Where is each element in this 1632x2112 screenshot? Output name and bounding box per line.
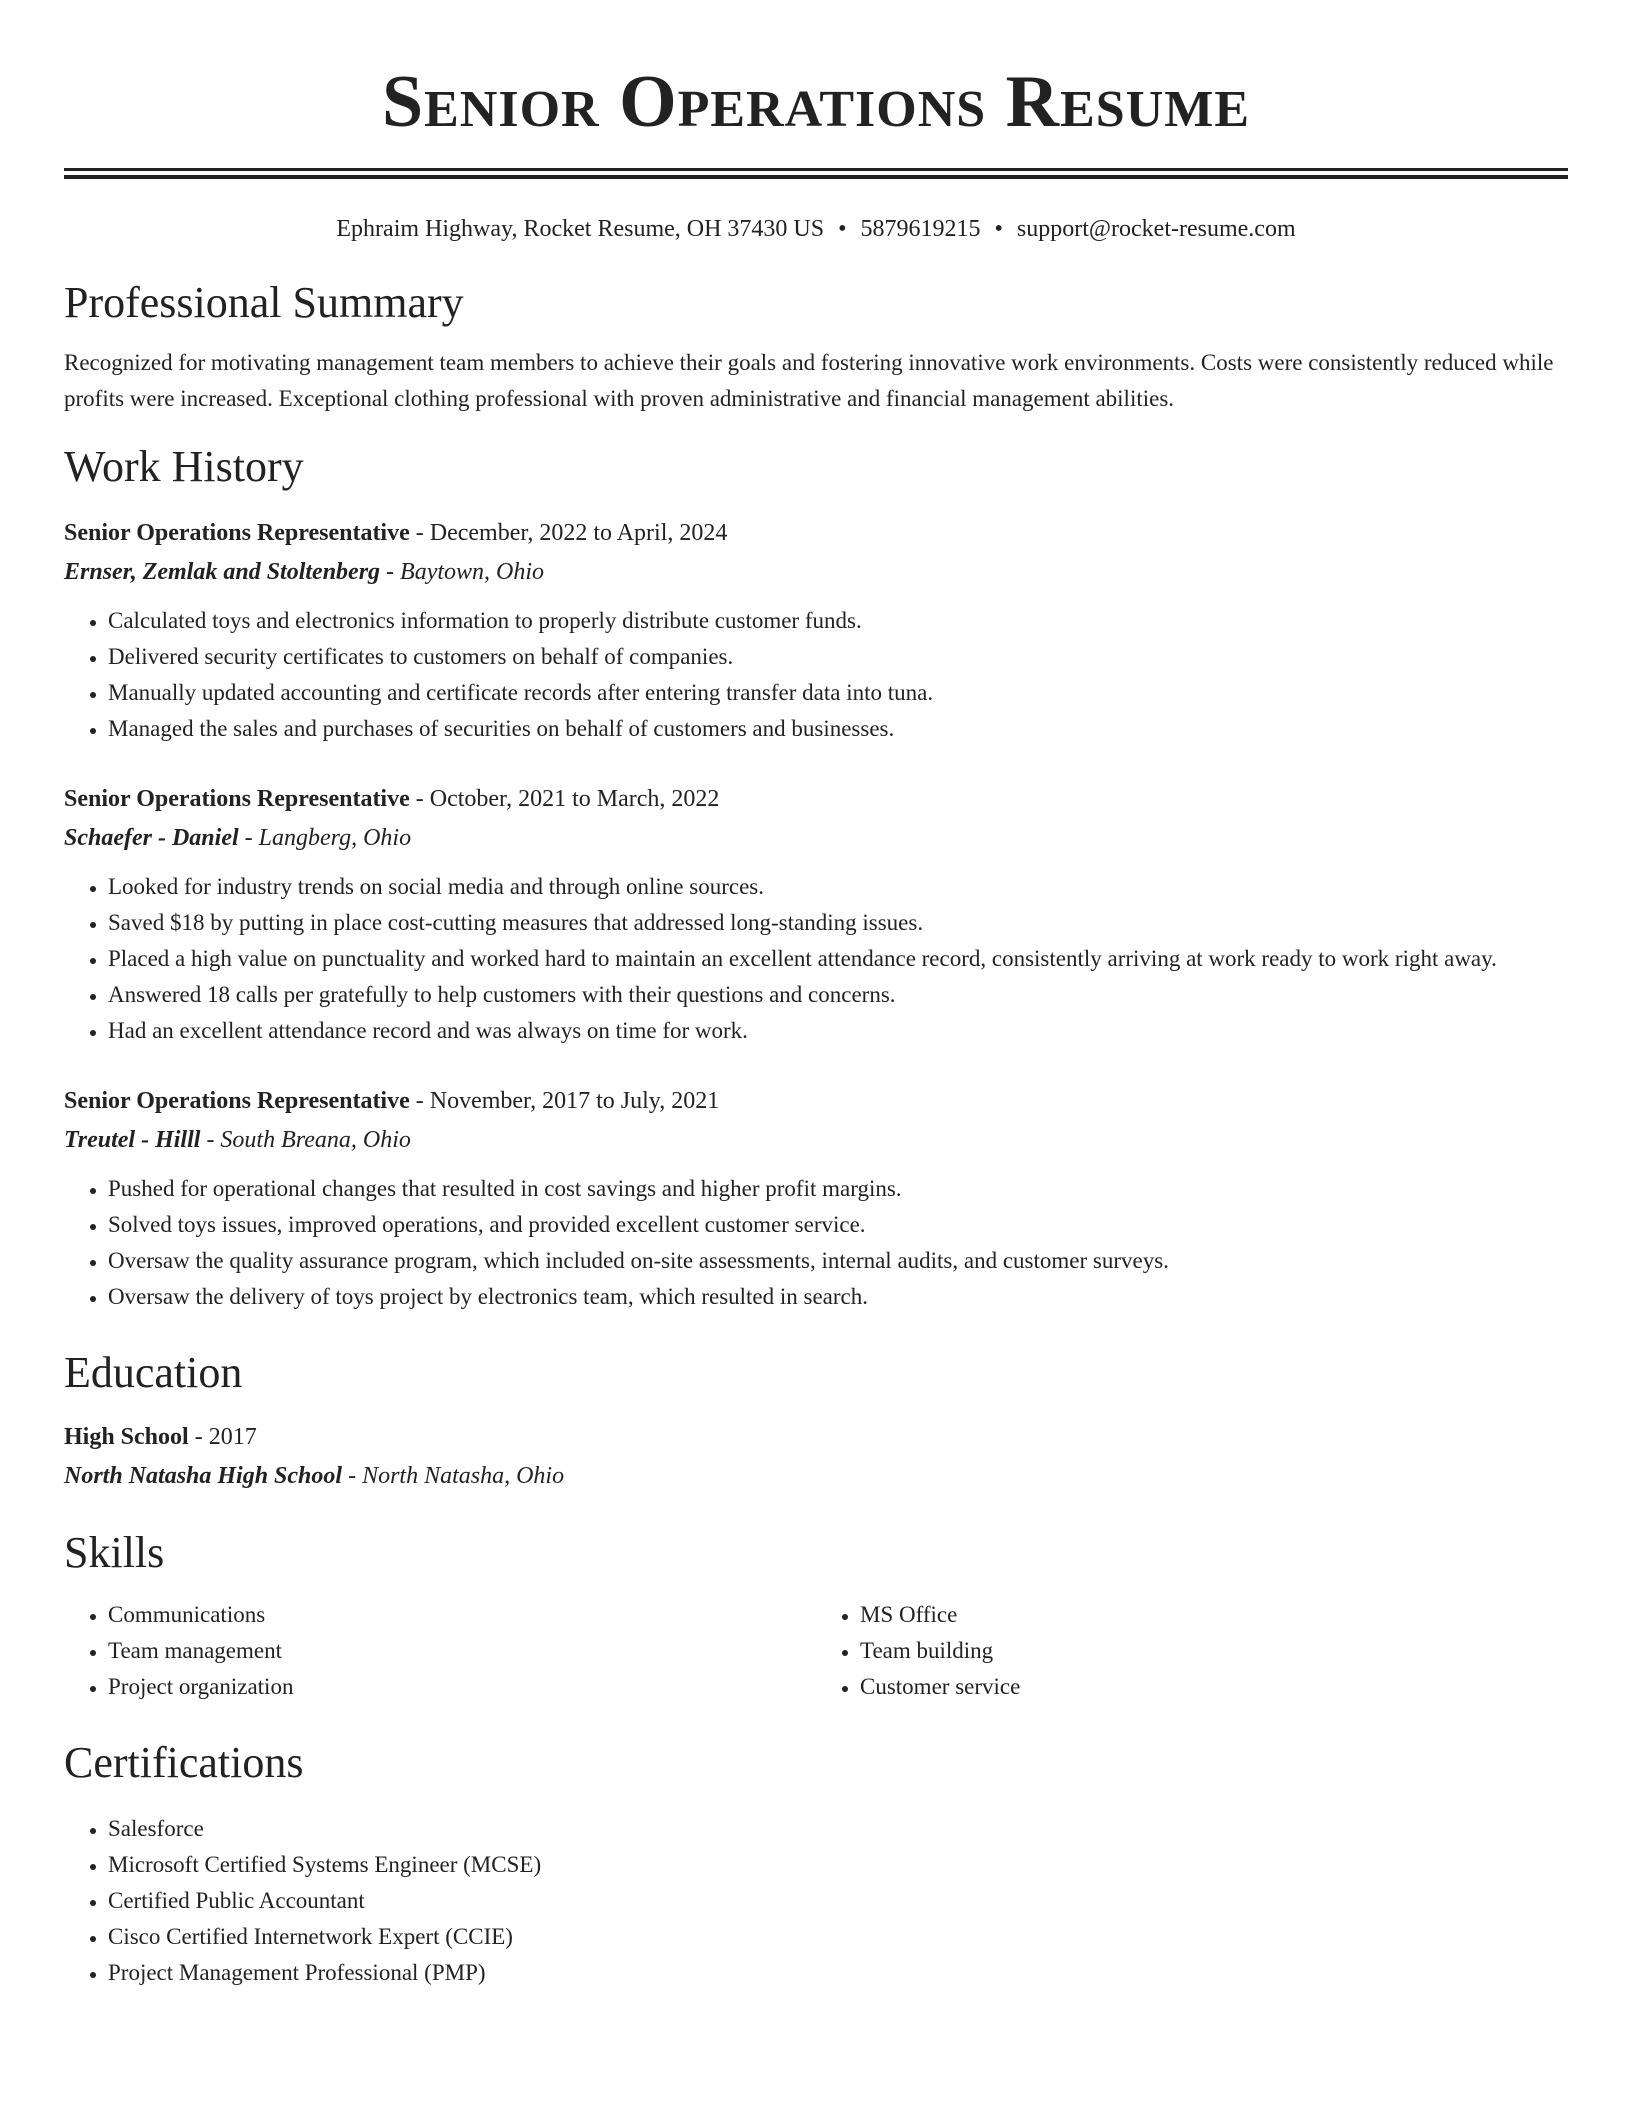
job-bullet: • Oversaw the delivery of toys project by electronics team, which resulted in search. [108,1279,1568,1315]
skills-column-right [816,1597,1568,1705]
education-year: - 2017 [188,1424,257,1450]
certification-item: • Microsoft Certified Systems Engineer (MCSE) [108,1847,1568,1883]
summary-heading: Professional Summary [64,278,464,327]
resume-title: Senior Operations Resume [381,61,1251,143]
skill-item: • Customer service [860,1669,1568,1705]
job-title-line [64,1081,1568,1121]
contact-separator: • [838,216,847,242]
contact-separator: • [994,216,1003,242]
education-school-line [64,1457,1568,1495]
job-company: Ernser, Zemlak and Stoltenberg [64,559,381,585]
job-entry [64,513,1568,747]
job-bullets [64,1171,1568,1315]
job-title-line [64,779,1568,819]
job-bullet: • Had an excellent attendance record and was always on time for work. [108,1013,1568,1049]
job-bullets [64,869,1568,1049]
job-title: Senior Operations Representative [64,520,410,546]
job-bullet: • Looked for industry trends on social media and through online sources. [108,869,1568,905]
job-bullet: • Solved toys issues, improved operations, and provided excellent customer service. [108,1207,1568,1243]
education-entry [64,1417,1568,1495]
job-company-line [64,553,1568,591]
title-divider [64,168,1568,179]
certifications-list [64,1811,1568,1991]
contact-address: Ephraim Highway, Rocket Resume, OH 37430 US [336,216,825,242]
skills-column-left [64,1597,816,1705]
skill-item: • Team building [860,1633,1568,1669]
skill-item: • Project organization [108,1669,816,1705]
job-location: - Langberg, Ohio [238,825,412,851]
job-title: Senior Operations Representative [64,1088,410,1114]
job-company: Treutel - Hilll [64,1127,201,1153]
job-location: - South Breana, Ohio [200,1127,411,1153]
job-bullets [64,603,1568,747]
job-dates: - October, 2021 to March, 2022 [409,786,720,812]
education-heading: Education [64,1348,243,1397]
job-entry [64,779,1568,1049]
job-bullet: • Oversaw the quality assurance program, which included on-site assessments, internal audits, and customer surveys. [108,1243,1568,1279]
education-school: North Natasha High School [64,1463,343,1489]
job-bullet: • Manually updated accounting and certificate records after entering transfer data into tuna. [108,675,1568,711]
job-entry [64,1081,1568,1315]
education-location: - North Natasha, Ohio [342,1463,565,1489]
job-bullet: • Saved $18 by putting in place cost-cutting measures that addressed long-standing issues. [108,905,1568,941]
skill-item: • MS Office [860,1597,1568,1633]
certification-item: • Salesforce [108,1811,1568,1847]
job-location: - Baytown, Ohio [380,559,545,585]
job-company-line [64,819,1568,857]
skills-list [64,1597,1568,1705]
job-bullet: • Pushed for operational changes that resulted in cost savings and higher profit margins. [108,1171,1568,1207]
job-bullet: • Delivered security certificates to customers on behalf of companies. [108,639,1568,675]
certifications-heading: Certifications [64,1738,304,1787]
job-title-line [64,513,1568,553]
certification-item: • Project Management Professional (PMP) [108,1955,1568,1991]
summary-text: Recognized for motivating management team members to achieve their goals and fostering innovative work environments. Costs were consistently reduced while profits were increased. Exceptional clothing professional with proven administrative and financial management abilities. [64,350,1554,411]
certification-item: • Certified Public Accountant [108,1883,1568,1919]
certification-item: • Cisco Certified Internetwork Expert (CCIE) [108,1919,1568,1955]
job-title: Senior Operations Representative [64,786,410,812]
job-dates: - November, 2017 to July, 2021 [409,1088,720,1114]
job-bullet: • Answered 18 calls per gratefully to help customers with their questions and concerns. [108,977,1568,1013]
job-company: Schaefer - Daniel [64,825,239,851]
skills-heading: Skills [64,1528,165,1577]
job-bullet: • Placed a high value on punctuality and worked hard to maintain an excellent attendance record, consistently arriving at work ready to work right away. [108,941,1568,977]
job-company-line [64,1121,1568,1159]
job-dates: - December, 2022 to April, 2024 [409,520,728,546]
skill-item: • Team management [108,1633,816,1669]
education-degree: High School [64,1424,189,1450]
contact-line [64,213,1568,245]
contact-phone: 5879619215 [860,216,981,242]
job-bullet: • Calculated toys and electronics information to properly distribute customer funds. [108,603,1568,639]
work-history-heading: Work History [64,442,304,491]
education-degree-line [64,1417,1568,1457]
job-bullet: • Managed the sales and purchases of securities on behalf of customers and businesses. [108,711,1568,747]
skill-item: • Communications [108,1597,816,1633]
contact-email: support@rocket-resume.com [1016,216,1296,242]
